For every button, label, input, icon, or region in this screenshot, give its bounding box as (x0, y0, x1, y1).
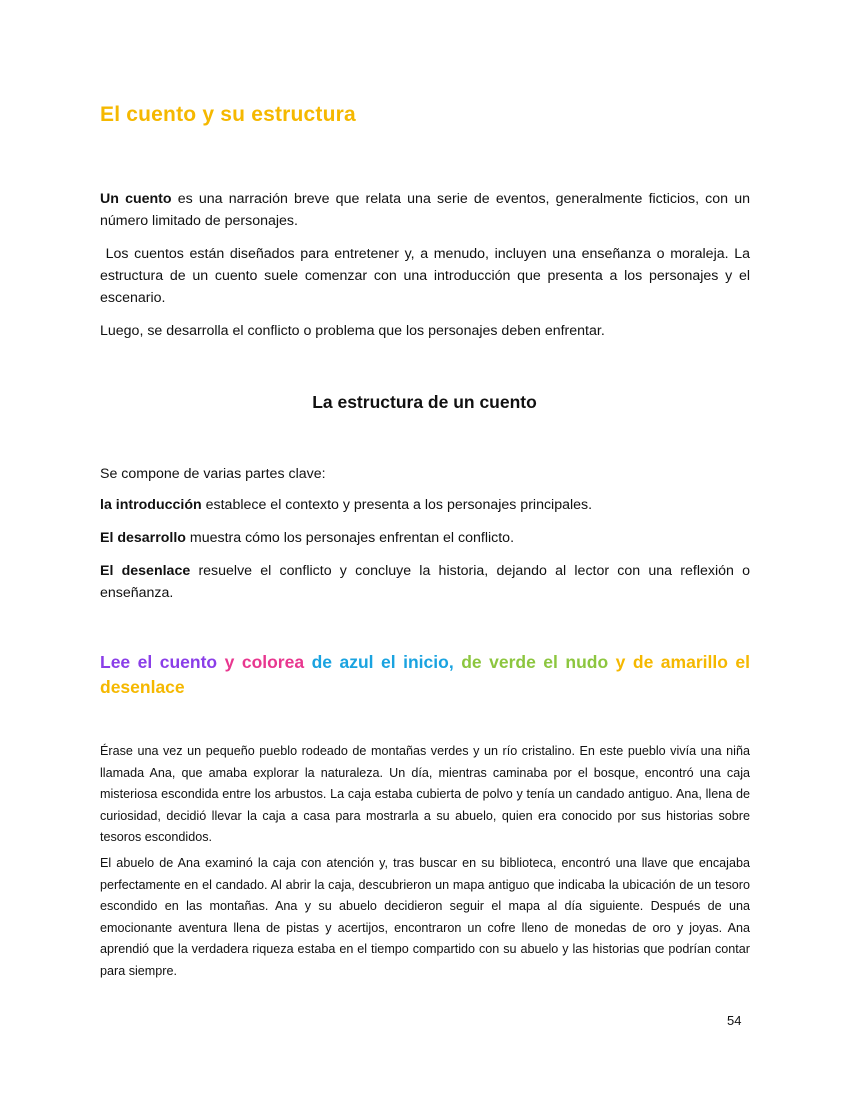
page-title: El cuento y su estructura (100, 103, 356, 126)
intro-term: Un cuento (100, 191, 172, 207)
activity-instruction (100, 650, 750, 700)
instruction-blue: de azul el inicio, (311, 652, 462, 672)
structure-desc: establece el contexto y presenta a los personajes principales. (201, 497, 593, 513)
structure-desc: muestra cómo los personajes enfrentan el conflicto. (185, 530, 515, 546)
instruction-pink: y colorea (224, 652, 312, 672)
structure-item-desarrollo (100, 527, 750, 549)
story-paragraph-1: Érase una vez un pequeño pueblo rodeado de montañas verdes y un río cristalino. En este pueblo vivía una niña llamada Ana, que amaba explorar la naturaleza. Un día, mientras caminaba por el bosque, encontró una caja misteriosa escondida entre los arbustos. La caja estaba cubierta de polvo y tenía un candado antiguo. Ana, llena de curiosidad, decidió llevar la caja a casa para mostrarla a su abuelo, quien era conocido por sus historias sobre tesoros escondidos. (100, 744, 750, 844)
intro-paragraph-1 (100, 188, 750, 232)
structure-lead: Se compone de varias partes clave: (100, 466, 326, 482)
structure-term: la introducción (100, 497, 202, 513)
structure-item-introduccion (100, 494, 750, 516)
structure-term: El desarrollo (100, 530, 186, 546)
intro-paragraph-2: Los cuentos están diseñados para entretener y, a menudo, incluyen una enseñanza o moraleja. La estructura de un cuento suele comenzar con una introducción que presenta a los personajes y el escenario. (100, 246, 754, 306)
instruction-green: de verde el nudo (461, 652, 616, 672)
page-number: 54 (727, 1013, 742, 1028)
instruction-yellow: y de amarillo el desenlace (100, 652, 751, 697)
structure-desc: resuelve el conflicto y concluye la historia, dejando al lector con una reflexión o enseñanza. (100, 563, 750, 601)
story-paragraph-2: El abuelo de Ana examinó la caja con atención y, tras buscar en su biblioteca, encontró una llave que encajaba perfectamente en el candado. Al abrir la caja, descubrieron un mapa antiguo que indicaba la ubicación de un tesoro escondido en las montañas. Ana y su abuelo decidieron seguir el mapa al día siguiente. Después de una emocionante aventura llena de pistas y acertijos, encontraron un cofre lleno de monedas de oro y joyas. Ana aprendió que la verdadera riqueza estaba en el tiempo compartido con su abuelo y las historias que podrían contar para siempre. (100, 856, 750, 978)
section-subtitle: La estructura de un cuento (312, 392, 537, 412)
structure-term: El desenlace (100, 563, 191, 579)
structure-item-desenlace (100, 560, 750, 604)
intro-text: es una narración breve que relata una serie de eventos, generalmente ficticios, con un número limitado de personajes. (100, 191, 750, 229)
intro-paragraph-3: Luego, se desarrolla el conflicto o problema que los personajes deben enfrentar. (100, 323, 605, 339)
instruction-purple: Lee el cuento (100, 652, 225, 672)
